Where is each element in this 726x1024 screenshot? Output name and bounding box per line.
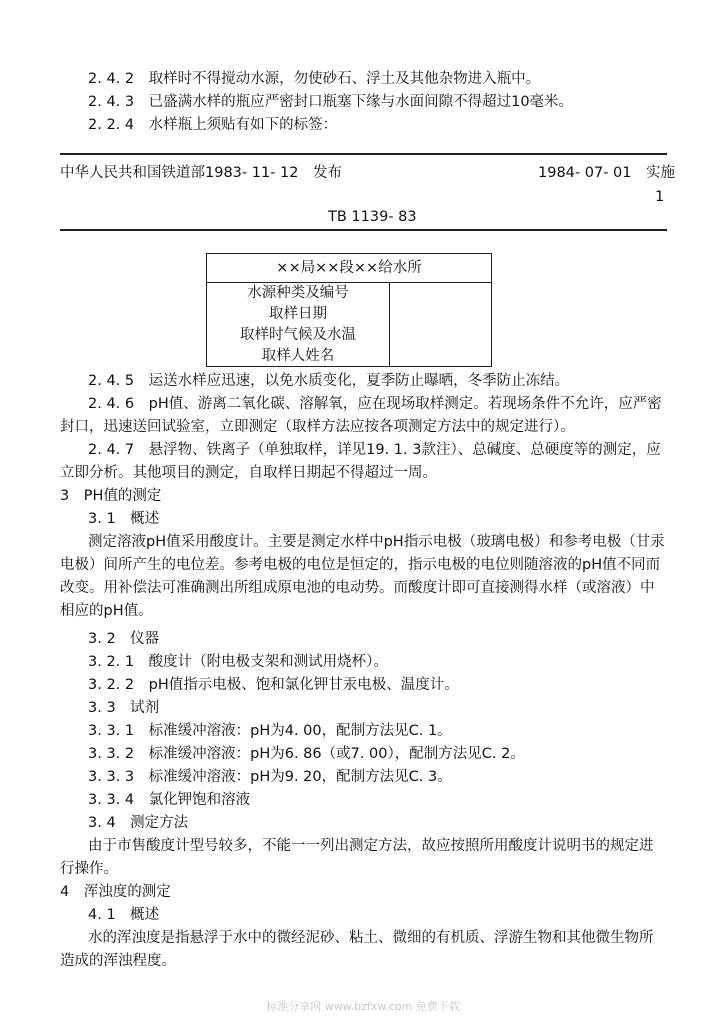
label-table-divider: [389, 282, 390, 366]
overview-para-line-4: 相应的pH值。: [60, 603, 153, 619]
label-row-sampler: 取样人姓名: [261, 348, 335, 364]
standard-code: TB 1139- 83: [328, 209, 417, 225]
section-4-1-heading: 4. 1 概述: [88, 907, 160, 923]
method-para-line-1: 由于市售酸度计型号较多，不能一一列出测定方法，故应按照所用酸度计说明书的规定进: [88, 838, 654, 854]
page-number: 1: [655, 189, 665, 205]
issuer-text: 中华人民共和国铁道部1983- 11- 12 发布: [60, 165, 342, 181]
item-3-2-1: 3. 2. 1 酸度计（附电极支架和测试用烧杯）。: [88, 654, 388, 670]
section-3-1-heading: 3. 1 概述: [88, 511, 160, 527]
turbidity-para-line-1: 水的浑浊度是指悬浮于水中的微经泥砂、粘土、微细的有机质、浮游生物和其他微生物所: [88, 930, 654, 946]
item-2-4-7-cont: 立即分析。其他项目的测定，自取样日期起不得超过一周。: [60, 465, 437, 481]
item-2-4-6: 2. 4. 6 pH值、游离二氧化碳、溶解氧，应在现场取样测定。若现场条件不允许，应严密: [88, 396, 662, 412]
label-table-title: ××局××段××给水所: [207, 254, 491, 283]
overview-para-line-2: 电极）间所产生的电位差。参考电极的电位是恒定的，指示电极的电位则随溶液的pH值不同而: [60, 557, 661, 573]
method-para-line-2: 行操作。: [60, 861, 118, 877]
item-2-4-2: 2. 4. 2 取样时不得搅动水源，勿使砂石、浮土及其他杂物进入瓶中。: [88, 71, 541, 87]
section-3-2-heading: 3. 2 仪器: [88, 631, 160, 647]
item-3-2-2: 3. 2. 2 pH值指示电极、饱和氯化钾甘汞电极、温度计。: [88, 677, 459, 693]
effective-date-text: 1984- 07- 01 实施: [538, 165, 675, 181]
overview-para-line-3: 改变。用补偿法可准确测出所组成原电池的电动势。而酸度计即可直接测得水样（或溶液）中: [60, 580, 655, 596]
item-3-3-1: 3. 3. 1 标准缓冲溶液：pH为4. 00，配制方法见C. 1。: [88, 723, 452, 739]
header-bottom-rule: [60, 229, 667, 231]
item-2-4-7: 2. 4. 7 悬浮物、铁离子（单独取样，详见19. 1. 3款注）、总碱度、总硬度等的测定，应: [88, 442, 661, 458]
label-row-weather: 取样时气候及水温: [240, 327, 356, 343]
section-3-3-heading: 3. 3 试剂: [88, 700, 160, 716]
item-2-4-5: 2. 4. 5 运送水样应迅速，以免水质变化，夏季防止曝晒，冬季防止冻结。: [88, 373, 570, 389]
sample-label-table: [206, 253, 492, 367]
item-2-2-4: 2. 2. 4 水样瓶上须贴有如下的标签：: [88, 117, 338, 133]
item-3-3-2: 3. 3. 2 标准缓冲溶液：pH为6. 86（或7. 00），配制方法见C. 2。: [88, 746, 525, 762]
turbidity-para-line-2: 造成的浑浊程度。: [60, 953, 176, 969]
item-3-3-3: 3. 3. 3 标准缓冲溶液：pH为9. 20，配制方法见C. 3。: [88, 769, 452, 785]
label-row-source: 水源种类及编号: [247, 285, 349, 301]
item-3-3-4: 3. 3. 4 氯化钾饱和溶液: [88, 792, 251, 808]
section-4-heading: 4 浑浊度的测定: [60, 884, 171, 900]
site-watermark: 标准分享网 www.bzfxw.com 免费下载: [266, 1000, 460, 1013]
overview-para-line-1: 测定溶液pH值采用酸度计。主要是测定水样中pH指示电极（玻璃电极）和参考电极（甘汞: [88, 534, 665, 550]
section-3-heading: 3 PH值的测定: [60, 488, 162, 504]
item-2-4-3: 2. 4. 3 已盛满水样的瓶应严密封口瓶塞下缘与水面间隙不得超过10毫米。: [88, 94, 574, 110]
section-3-4-heading: 3. 4 测定方法: [88, 815, 189, 831]
footer-top-rule: [60, 153, 667, 155]
item-2-4-6-cont: 封口，迅速送回试验室，立即测定（取样方法应按各项测定方法中的规定进行）。: [60, 419, 575, 435]
label-row-date: 取样日期: [269, 306, 327, 322]
